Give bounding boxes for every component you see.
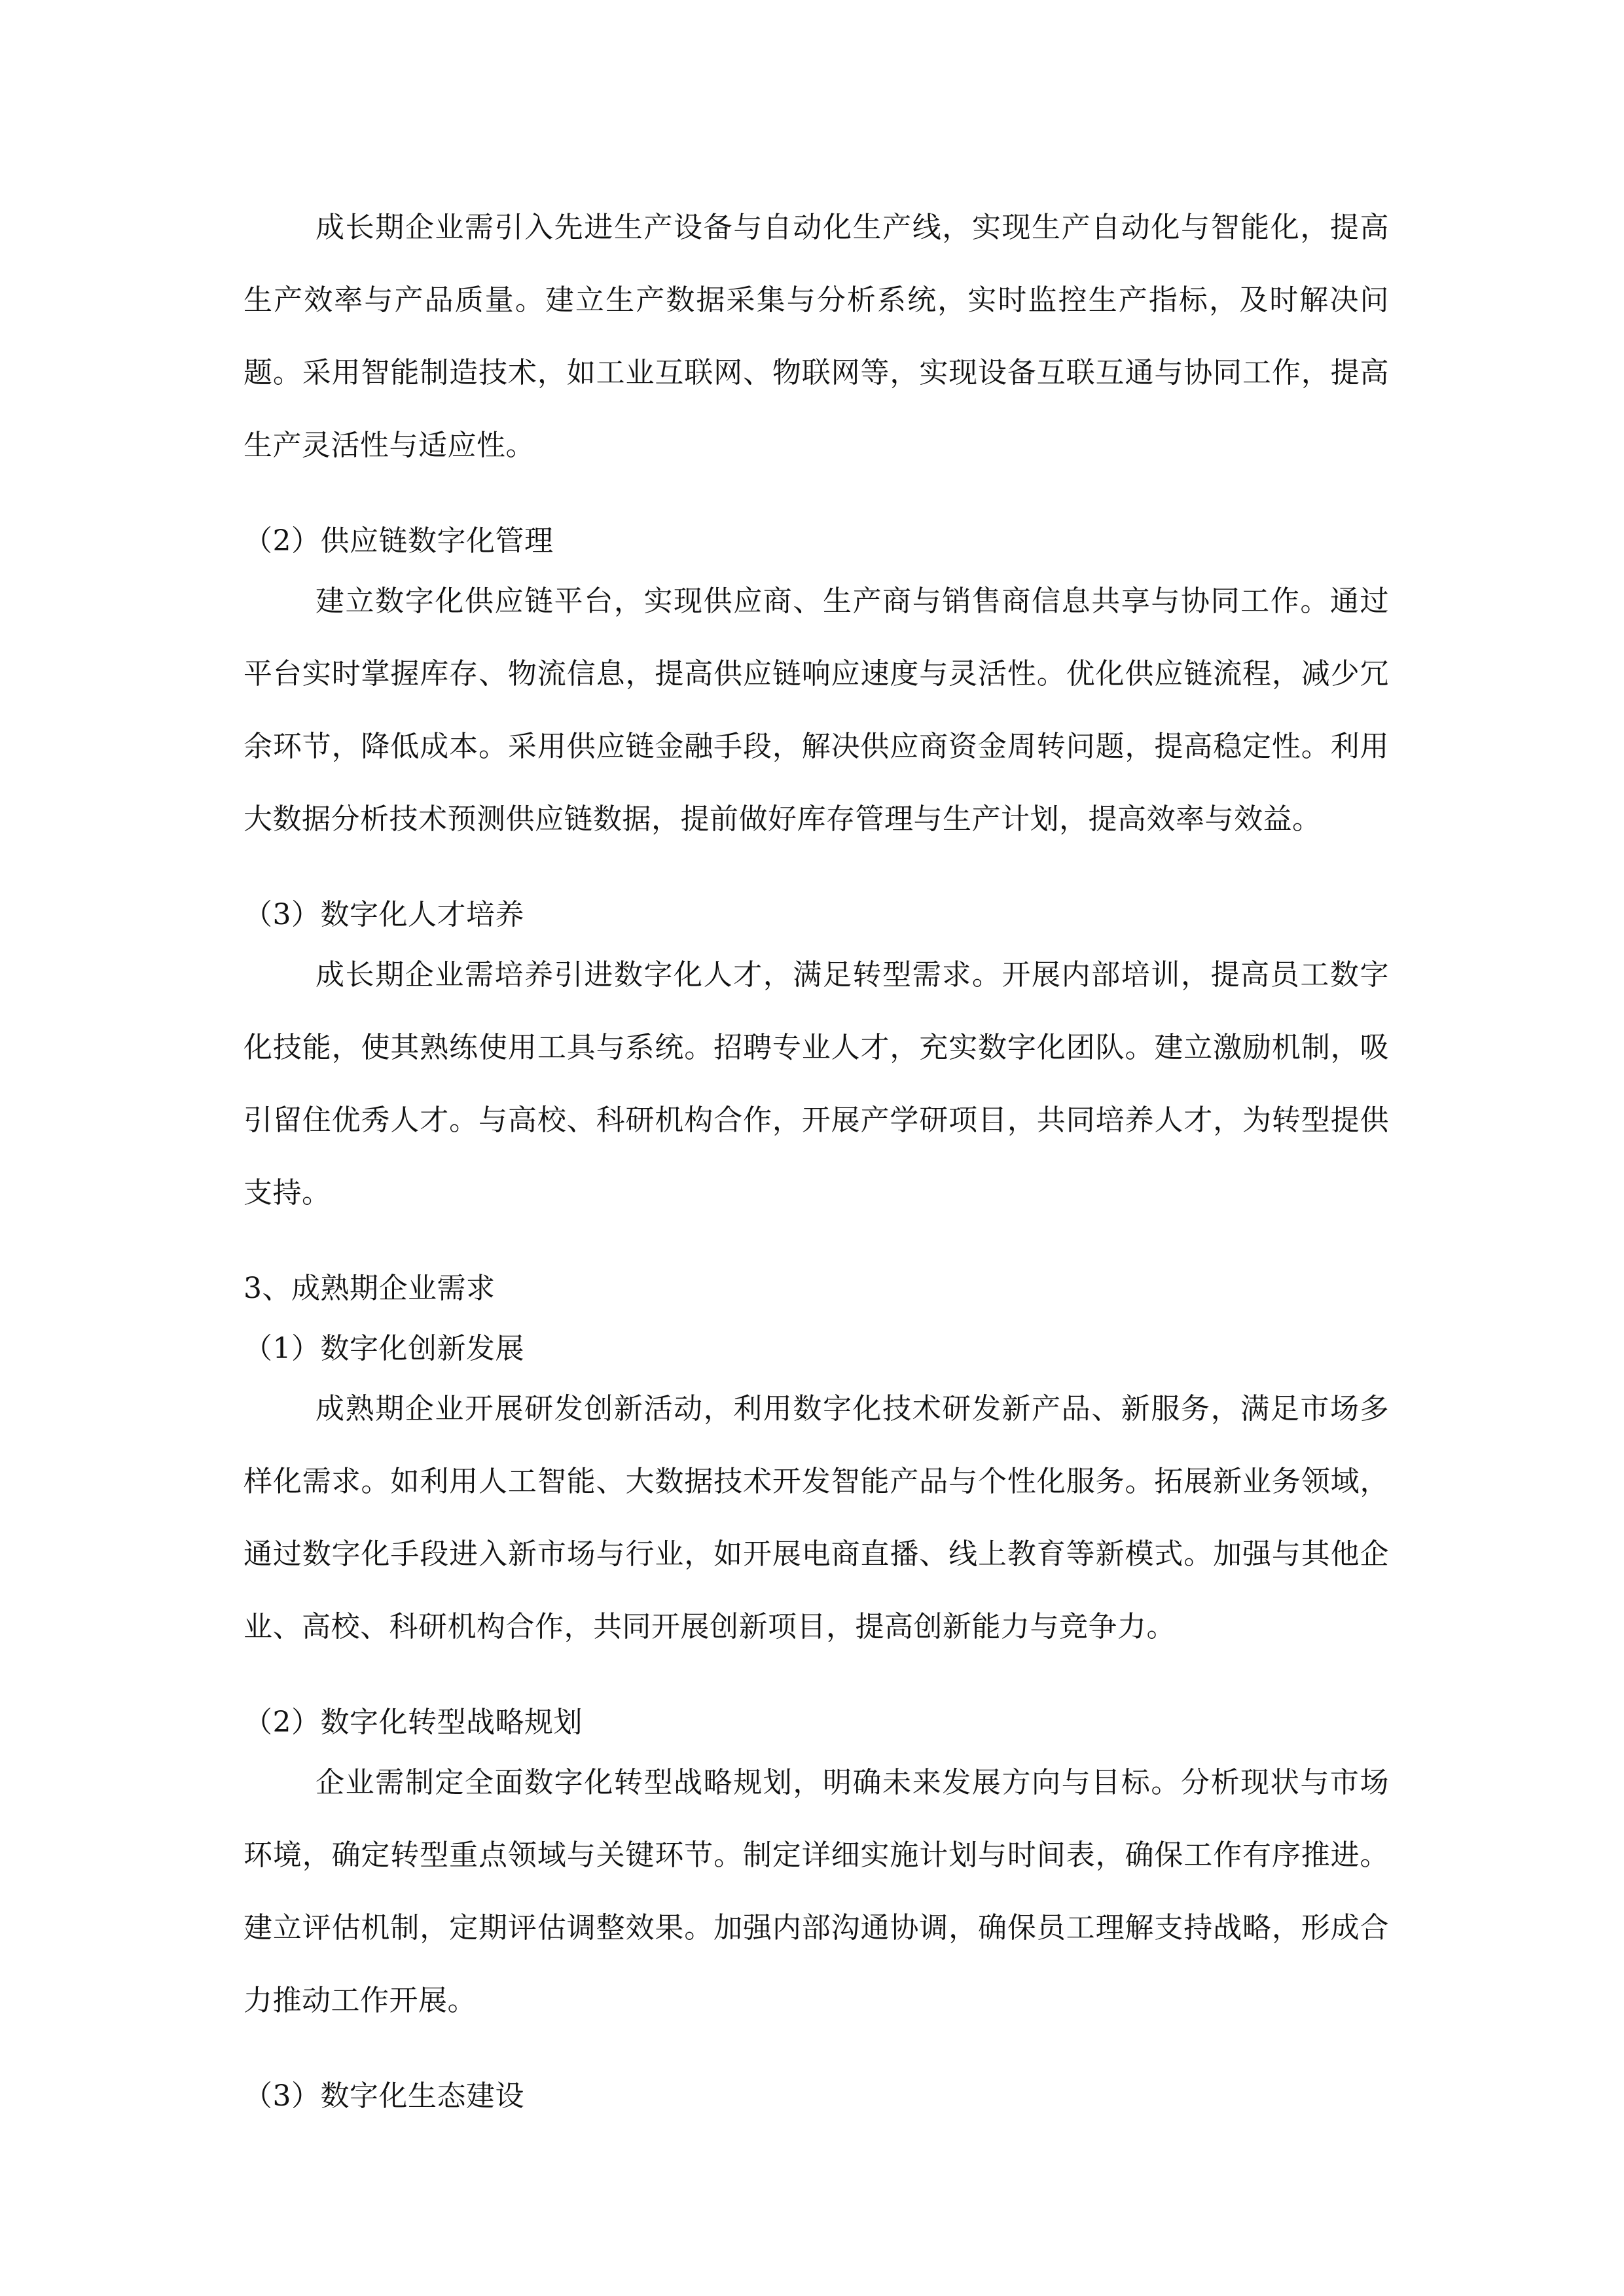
paragraph-supply-chain: 建立数字化供应链平台，实现供应商、生产商与销售商信息共享与协同工作。通过平台实时掌握库存、物流信息，提高供应链响应速度与灵活性。优化供应链流程，减少冗余环节，降低成本。采用供应链金融手段，解决供应商资金周转问题，提高稳定性。利用大数据分析技术预测供应链数据，提前做好库存管理与生产计划，提高效率与效益。 — [244, 584, 1389, 836]
paragraph-talent: 成长期企业需培养引进数字化人才，满足转型需求。开展内部培训，提高员工数字化技能，使其熟练使用工具与系统。招聘专业人才，充实数字化团队。建立激励机制，吸引留住优秀人才。与高校、科研机构合作，开展产学研项目，共同培养人才，为转型提供支持。 — [244, 958, 1389, 1210]
paragraph-smart-manufacturing: 成长期企业需引入先进生产设备与自动化生产线，实现生产自动化与智能化，提高生产效率与产品质量。建立生产数据采集与分析系统，实时监控生产指标，及时解决问题。采用智能制造技术，如工业互联网、物联网等，实现设备互联互通与协同工作，提高生产灵活性与适应性。 — [244, 211, 1389, 462]
heading-supply-chain: （2）供应链数字化管理 — [244, 524, 554, 558]
paragraph-strategy: 企业需制定全面数字化转型战略规划，明确未来发展方向与目标。分析现状与市场环境，确定转型重点领域与关键环节。制定详细实施计划与时间表，确保工作有序推进。建立评估机制，定期评估调整效果。加强内部沟通协调，确保员工理解支持战略，形成合力推动工作开展。 — [244, 1766, 1389, 2017]
heading-talent: （3）数字化人才培养 — [244, 898, 524, 931]
section-heading-mature: 3、成熟期企业需求 — [244, 1272, 496, 1305]
document-body — [244, 191, 1389, 2120]
heading-innovation: （1）数字化创新发展 — [244, 1332, 524, 1365]
heading-ecosystem: （3）数字化生态建设 — [244, 2079, 524, 2113]
heading-strategy: （2）数字化转型战略规划 — [244, 1706, 583, 1739]
paragraph-innovation: 成熟期企业开展研发创新活动，利用数字化技术研发新产品、新服务，满足市场多样化需求。如利用人工智能、大数据技术开发智能产品与个性化服务。拓展新业务领域，通过数字化手段进入新市场与行业，如开展电商直播、线上教育等新模式。加强与其他企业、高校、科研机构合作，共同开展创新项目，提高创新能力与竞争力。 — [244, 1392, 1389, 1643]
